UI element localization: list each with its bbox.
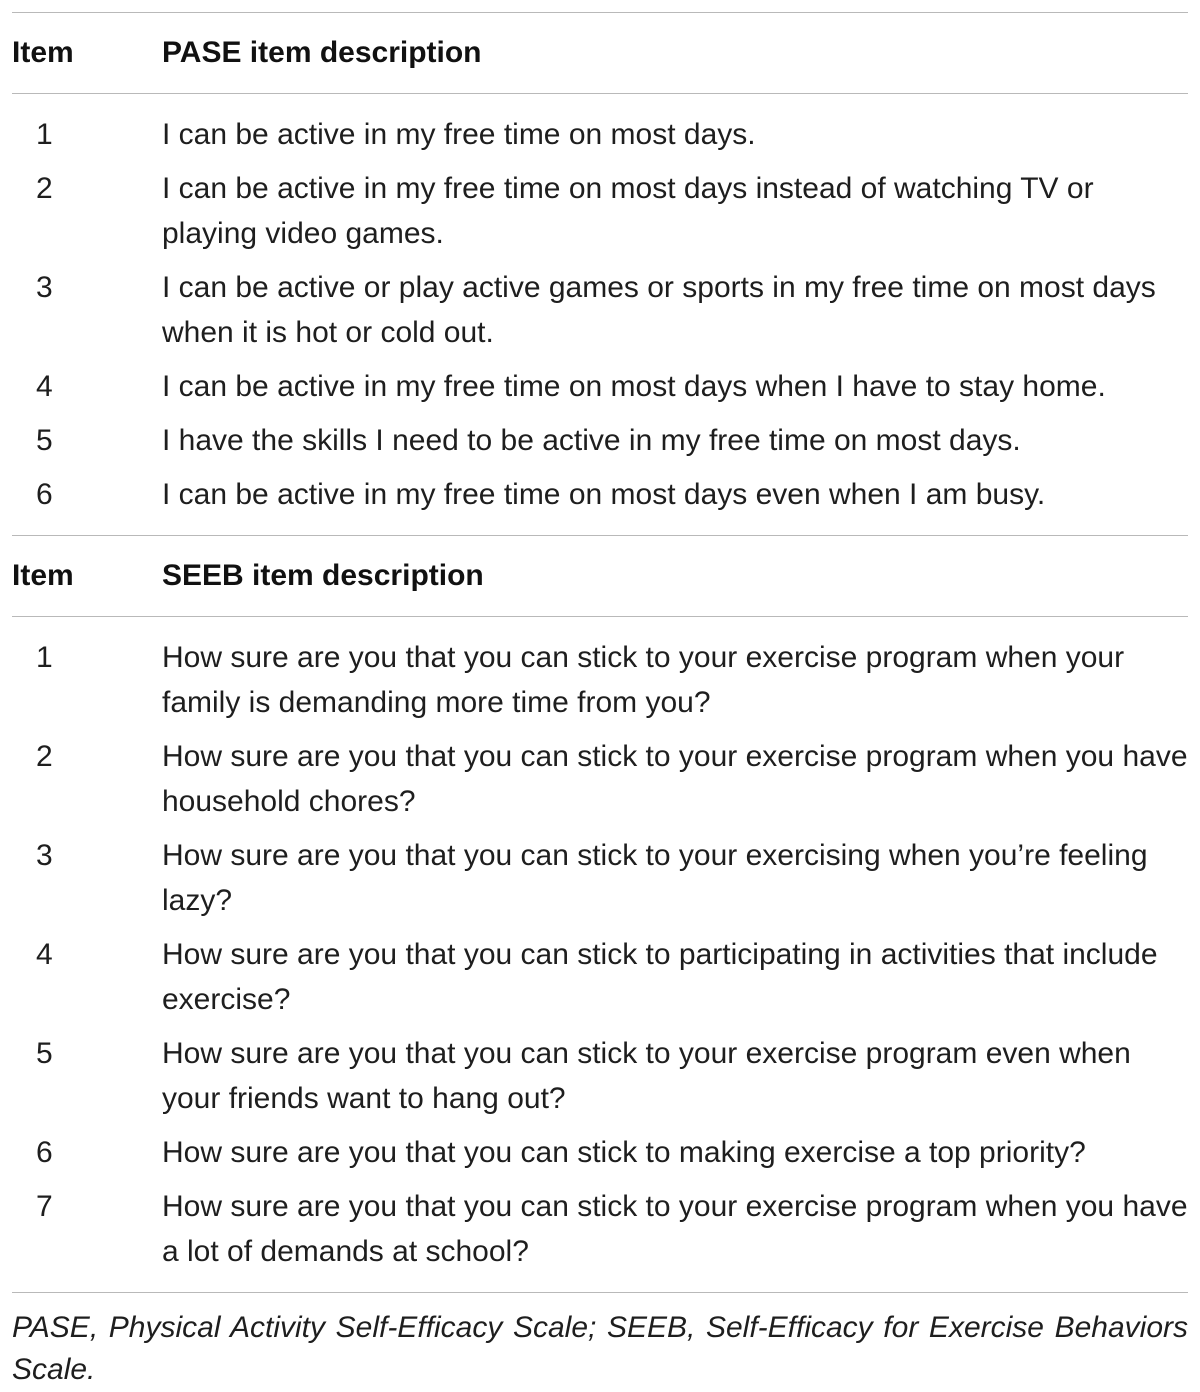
item-number: 4 (36, 370, 53, 403)
pase-rows (12, 94, 1188, 535)
table-row (12, 472, 1188, 517)
table-footnote: PASE, Physical Activity Self-Efficacy Scale; SEEB, Self-Efficacy for Exercise Behaviors Scale. (12, 1311, 1188, 1386)
item-description: I have the skills I need to be active in my free time on most days. (162, 424, 1021, 457)
item-number: 2 (36, 740, 53, 773)
seeb-rows (12, 617, 1188, 1292)
table-row (12, 833, 1188, 923)
items-table (12, 0, 1188, 1391)
table-row (12, 734, 1188, 824)
item-number: 3 (36, 839, 53, 872)
item-number: 5 (36, 424, 53, 457)
table-row (12, 932, 1188, 1022)
pase-description-column-header: PASE item description (162, 36, 482, 69)
item-description: How sure are you that you can stick to making exercise a top priority? (162, 1136, 1086, 1169)
item-number: 1 (36, 118, 53, 151)
item-description: I can be active in my free time on most days. (162, 118, 756, 151)
table-row (12, 1184, 1188, 1274)
item-description: How sure are you that you can stick to your exercise program when you have household chores? (162, 740, 1188, 818)
table-row (12, 364, 1188, 409)
pase-item-column-header: Item (12, 36, 74, 69)
item-number: 5 (36, 1037, 53, 1070)
item-number: 2 (36, 172, 53, 205)
item-description: How sure are you that you can stick to your exercise program even when your friends want to hang out? (162, 1037, 1131, 1115)
item-number: 7 (36, 1190, 53, 1223)
item-description: I can be active in my free time on most days even when I am busy. (162, 478, 1046, 511)
item-number: 6 (36, 1136, 53, 1169)
item-description: I can be active in my free time on most days when I have to stay home. (162, 370, 1106, 403)
seeb-header-row (12, 536, 1188, 616)
item-number: 1 (36, 641, 53, 674)
item-number: 3 (36, 271, 53, 304)
item-description: I can be active or play active games or sports in my free time on most days when it is hot or cold out. (162, 271, 1156, 349)
seeb-description-column-header: SEEB item description (162, 559, 484, 592)
table-row (12, 112, 1188, 157)
item-description: How sure are you that you can stick to your exercise program when your family is demanding more time from you? (162, 641, 1125, 719)
table-row (12, 418, 1188, 463)
item-description: How sure are you that you can stick to your exercising when you’re feeling lazy? (162, 839, 1148, 917)
item-description: I can be active in my free time on most days instead of watching TV or playing video games. (162, 172, 1094, 250)
seeb-item-column-header: Item (12, 559, 74, 592)
pase-header-row (12, 13, 1188, 93)
table-row (12, 635, 1188, 725)
item-number: 6 (36, 478, 53, 511)
item-number: 4 (36, 938, 53, 971)
item-description: How sure are you that you can stick to participating in activities that include exercise? (162, 938, 1158, 1016)
table-row (12, 1130, 1188, 1175)
table-row (12, 166, 1188, 256)
item-description: How sure are you that you can stick to your exercise program when you have a lot of demands at school? (162, 1190, 1188, 1268)
table-row (12, 1031, 1188, 1121)
table-row (12, 265, 1188, 355)
